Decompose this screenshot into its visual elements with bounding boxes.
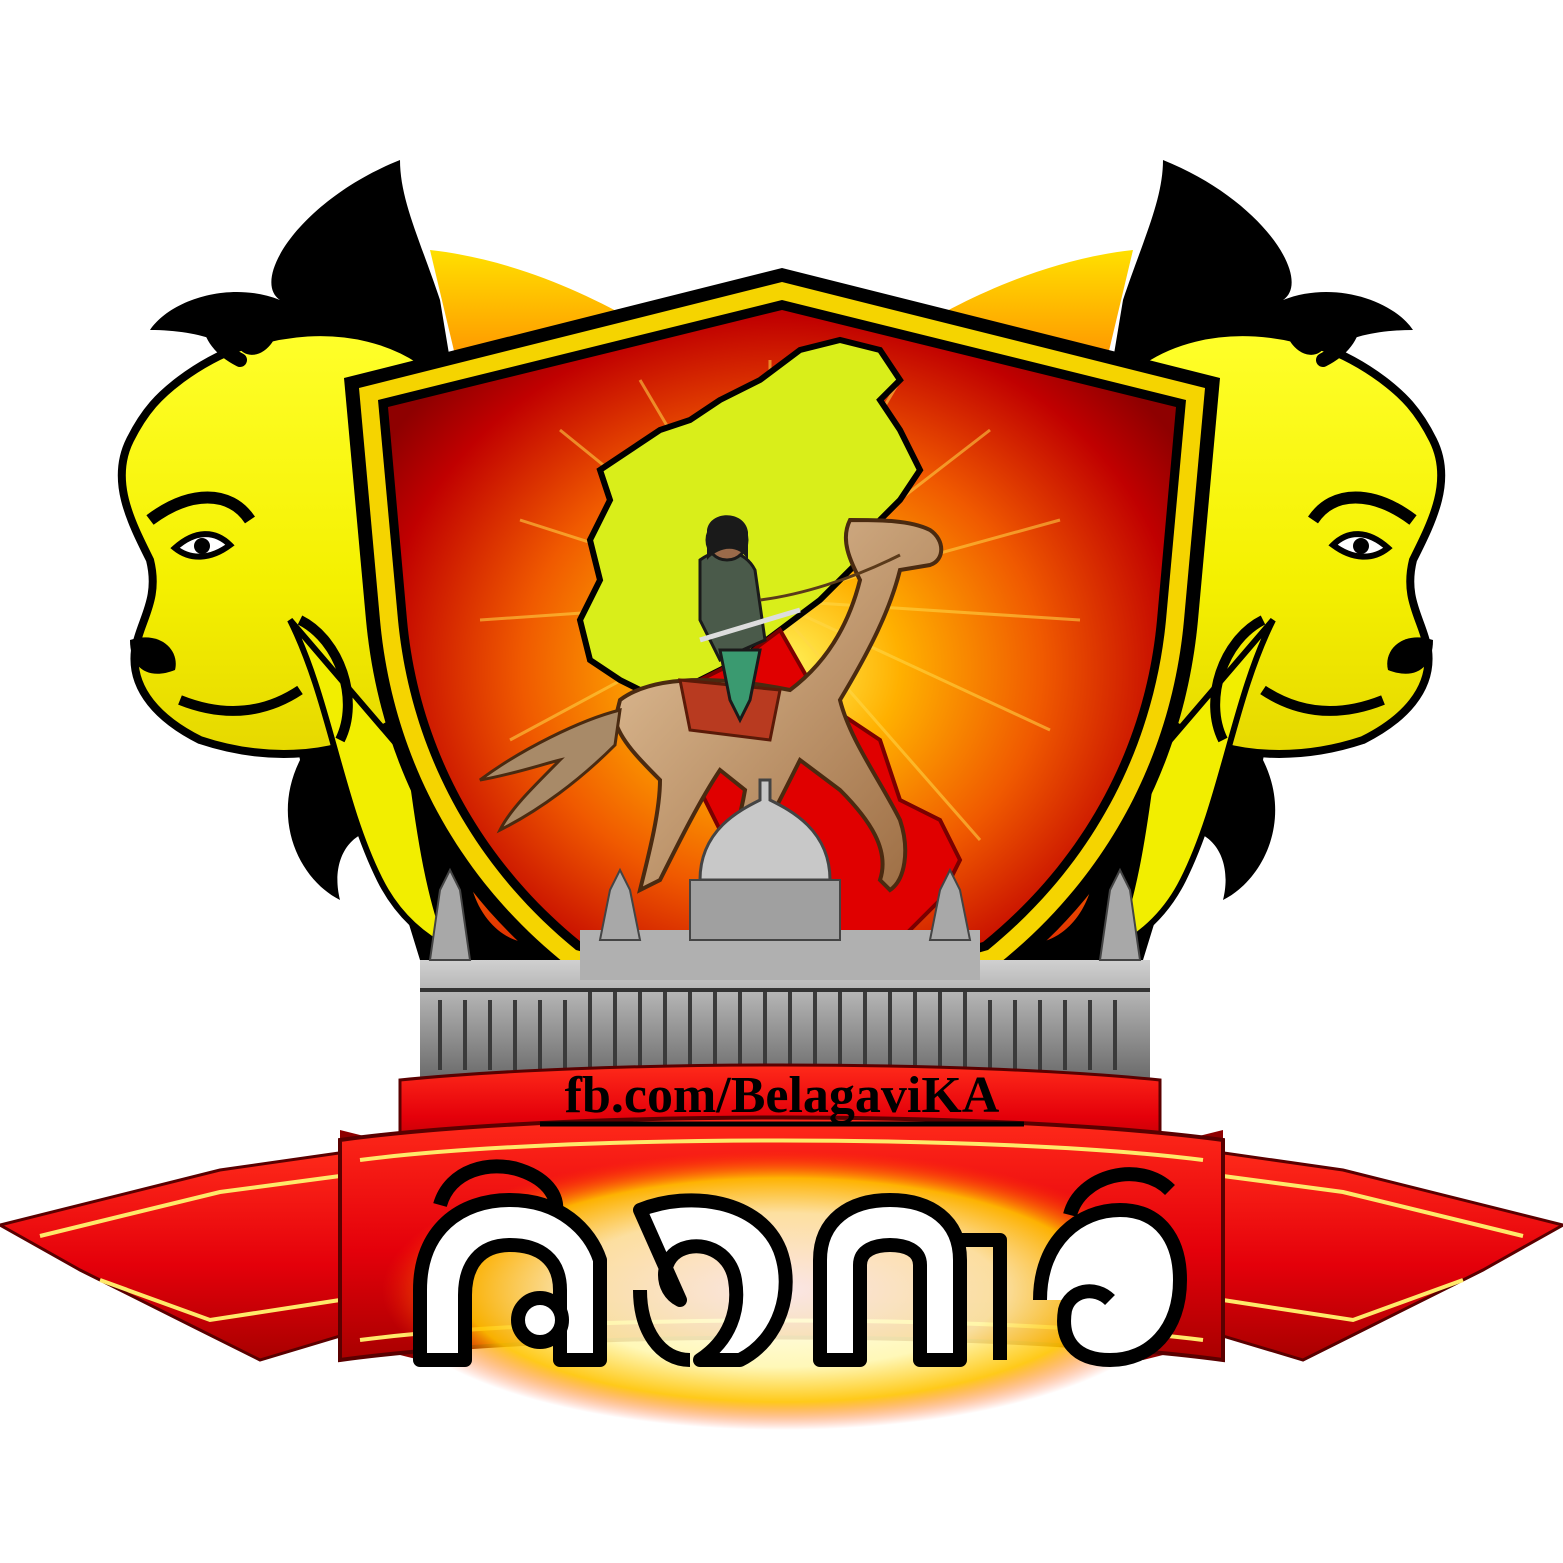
facebook-url [540, 1067, 1024, 1124]
facebook-url-text: fb.com/BelagaviKA [564, 1067, 1000, 1124]
kannada-wordmark-belagavi [382, 1150, 1182, 1430]
